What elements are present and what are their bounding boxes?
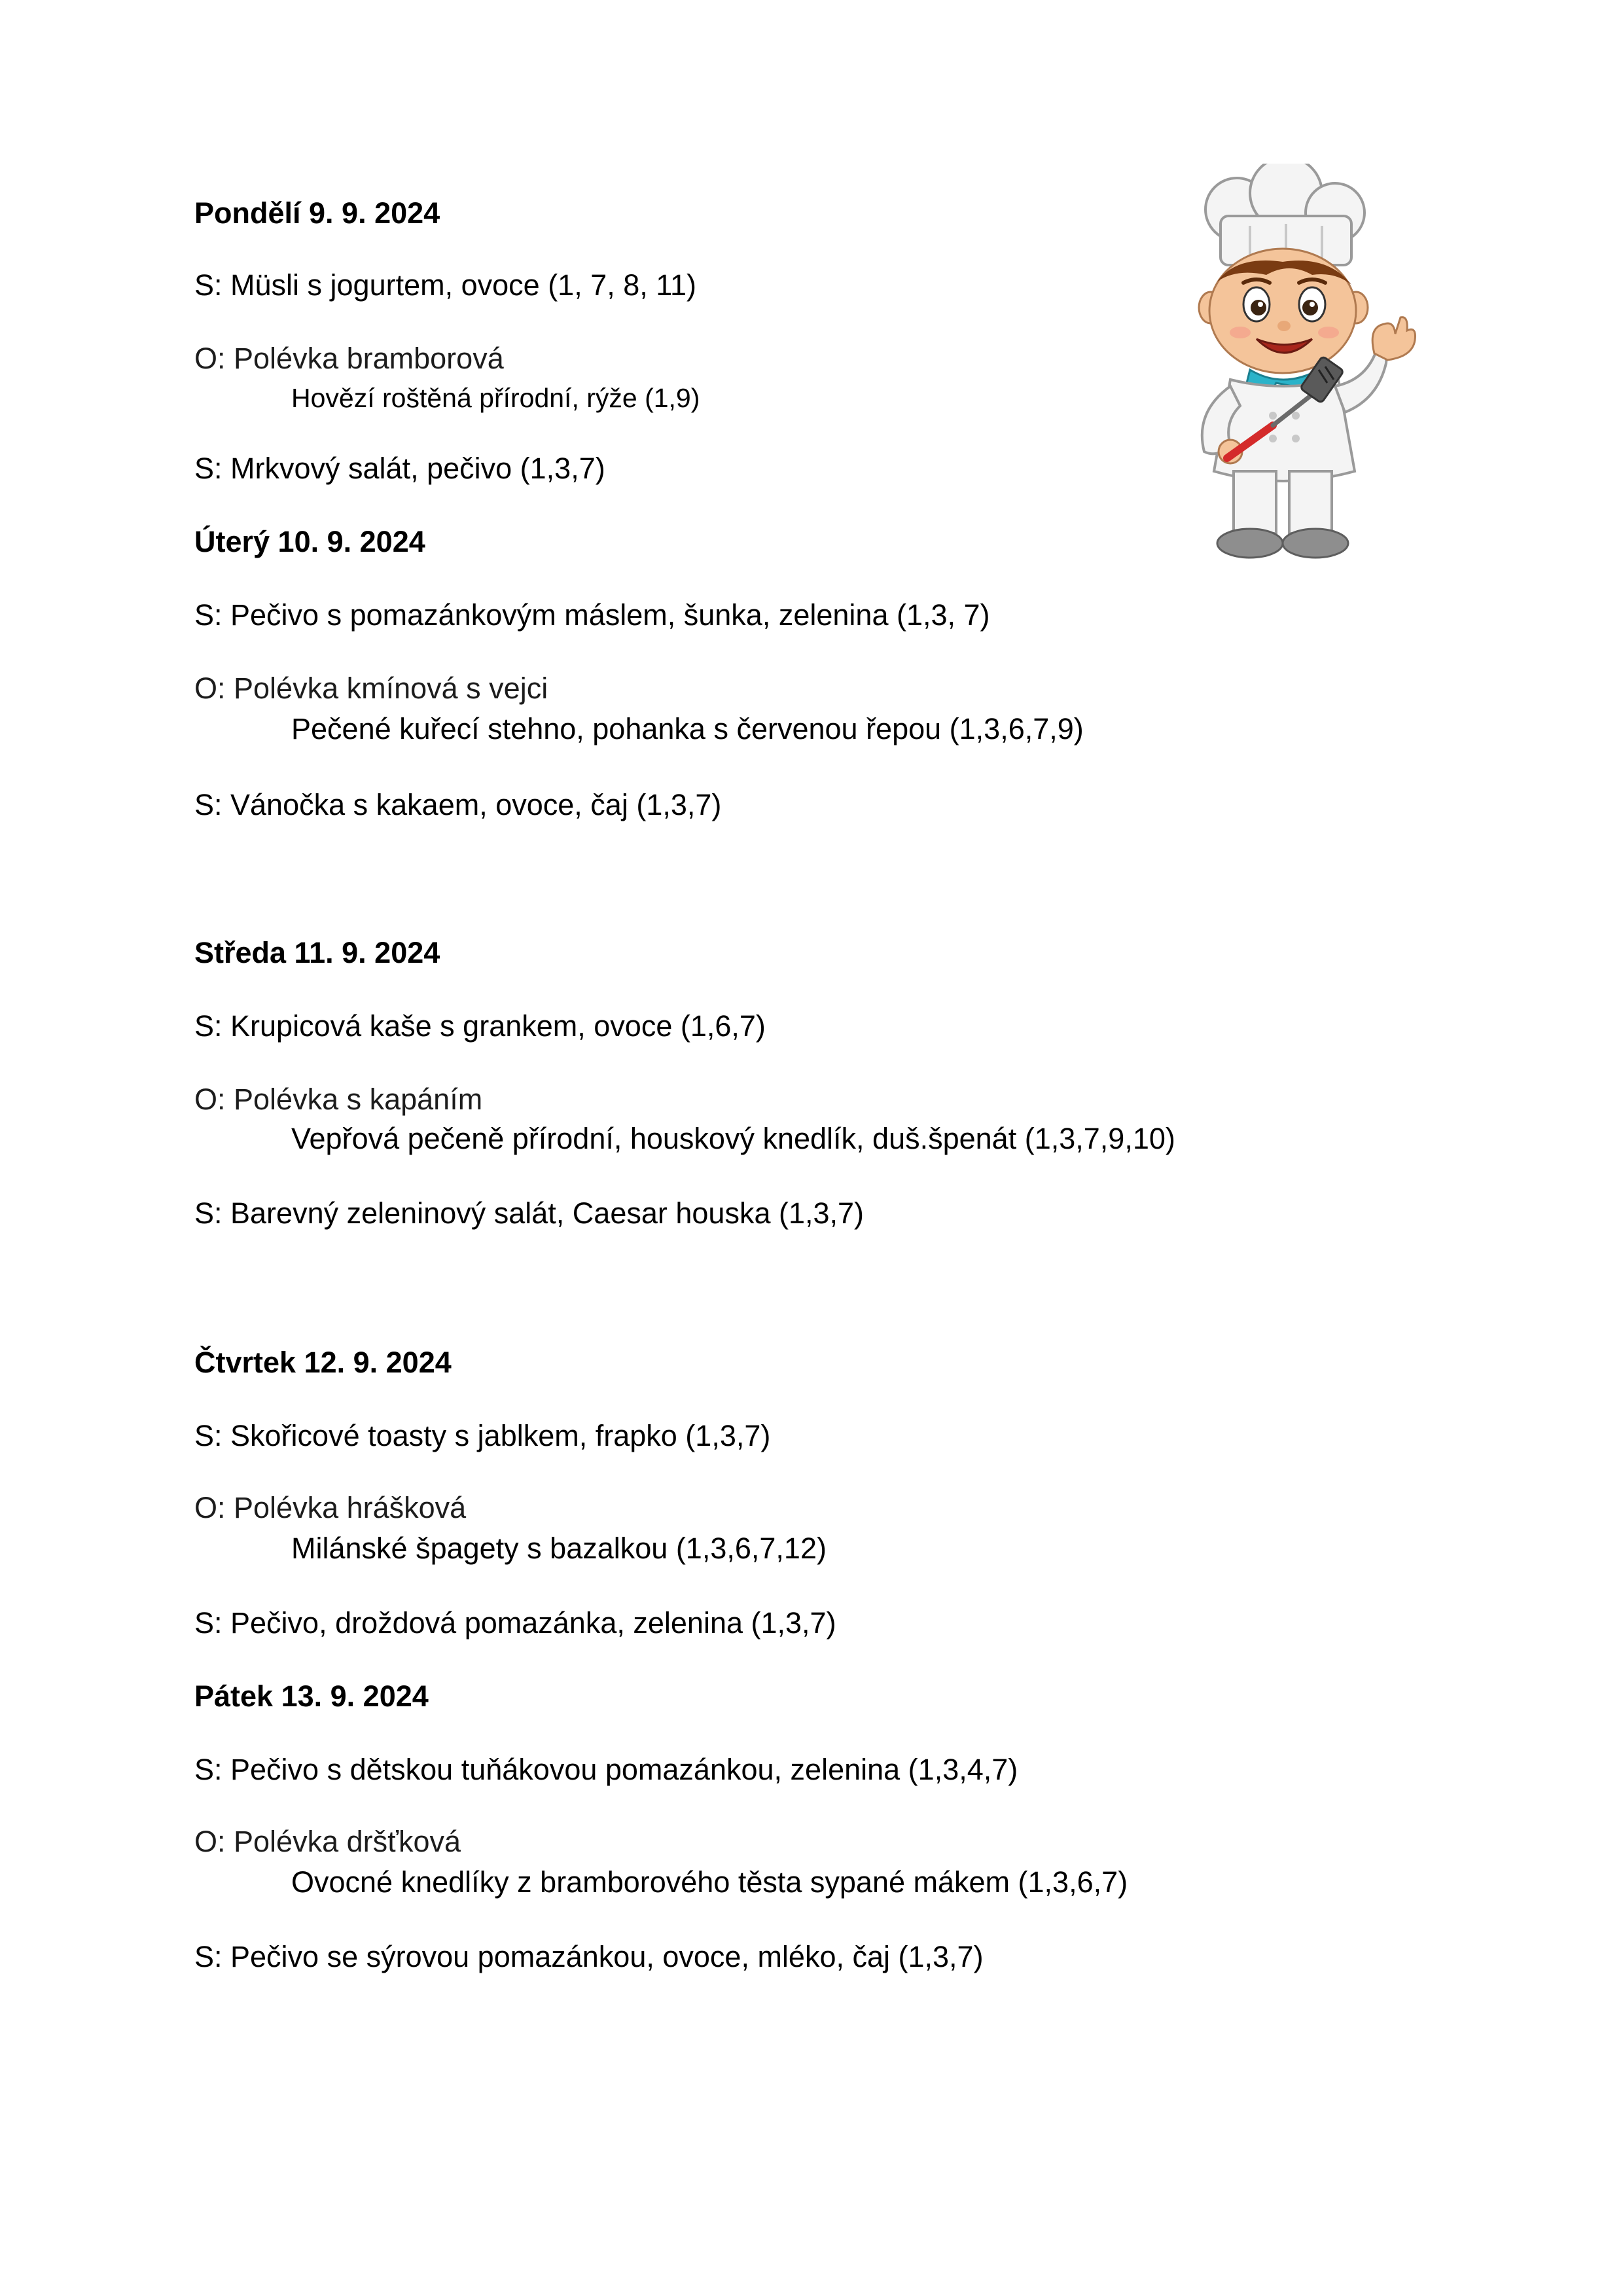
chef-icon <box>1158 164 1420 569</box>
day-title-wednesday: Středa 11. 9. 2024 <box>194 936 440 969</box>
snack-monday: S: Mrkvový salát, pečivo (1,3,7) <box>194 452 605 485</box>
breakfast-thursday: S: Skořicové toasty s jablkem, frapko (1,3,7) <box>194 1419 771 1452</box>
lunch-main-thursday: Milánské špagety s bazalkou (1,3,6,7,12) <box>291 1532 827 1565</box>
lunch-soup-friday: O: Polévka dršťková <box>194 1825 461 1858</box>
lunch-main-friday: Ovocné knedlíky z bramborového těsta sypané mákem (1,3,6,7) <box>291 1865 1128 1899</box>
day-title-tuesday: Úterý 10. 9. 2024 <box>194 525 425 558</box>
breakfast-monday: S: Müsli s jogurtem, ovoce (1, 7, 8, 11) <box>194 268 696 302</box>
chef-face-icon <box>1199 249 1368 373</box>
snack-tuesday: S: Vánočka s kakaem, ovoce, čaj (1,3,7) <box>194 788 722 821</box>
lunch-soup-thursday: O: Polévka hrášková <box>194 1491 467 1524</box>
day-title-monday: Pondělí 9. 9. 2024 <box>194 196 440 230</box>
lunch-soup-tuesday: O: Polévka kmínová s vejci <box>194 672 548 705</box>
breakfast-wednesday: S: Krupicová kaše s grankem, ovoce (1,6,7) <box>194 1009 766 1043</box>
breakfast-tuesday: S: Pečivo s pomazánkovým máslem, šunka, zelenina (1,3, 7) <box>194 598 990 632</box>
lunch-main-tuesday: Pečené kuřecí stehno, pohanka s červenou řepou (1,3,6,7,9) <box>291 712 1084 745</box>
snack-wednesday: S: Barevný zeleninový salát, Caesar houska (1,3,7) <box>194 1196 865 1230</box>
lunch-main-monday: Hovězí roštěná přírodní, rýže (1,9) <box>291 383 700 413</box>
snack-friday: S: Pečivo se sýrovou pomazánkou, ovoce, mléko, čaj (1,3,7) <box>194 1940 984 1973</box>
snack-thursday: S: Pečivo, droždová pomazánka, zelenina (1,3,7) <box>194 1606 836 1640</box>
lunch-soup-monday: O: Polévka bramborová <box>194 342 504 375</box>
lunch-main-wednesday: Vepřová pečeně přírodní, houskový knedlík, duš.špenát (1,3,7,9,10) <box>291 1122 1175 1155</box>
lunch-soup-wednesday: O: Polévka s kapáním <box>194 1083 483 1116</box>
day-title-friday: Pátek 13. 9. 2024 <box>194 1679 429 1713</box>
breakfast-friday: S: Pečivo s dětskou tuňákovou pomazánkou, zelenina (1,3,4,7) <box>194 1753 1018 1786</box>
day-title-thursday: Čtvrtek 12. 9. 2024 <box>194 1346 452 1379</box>
